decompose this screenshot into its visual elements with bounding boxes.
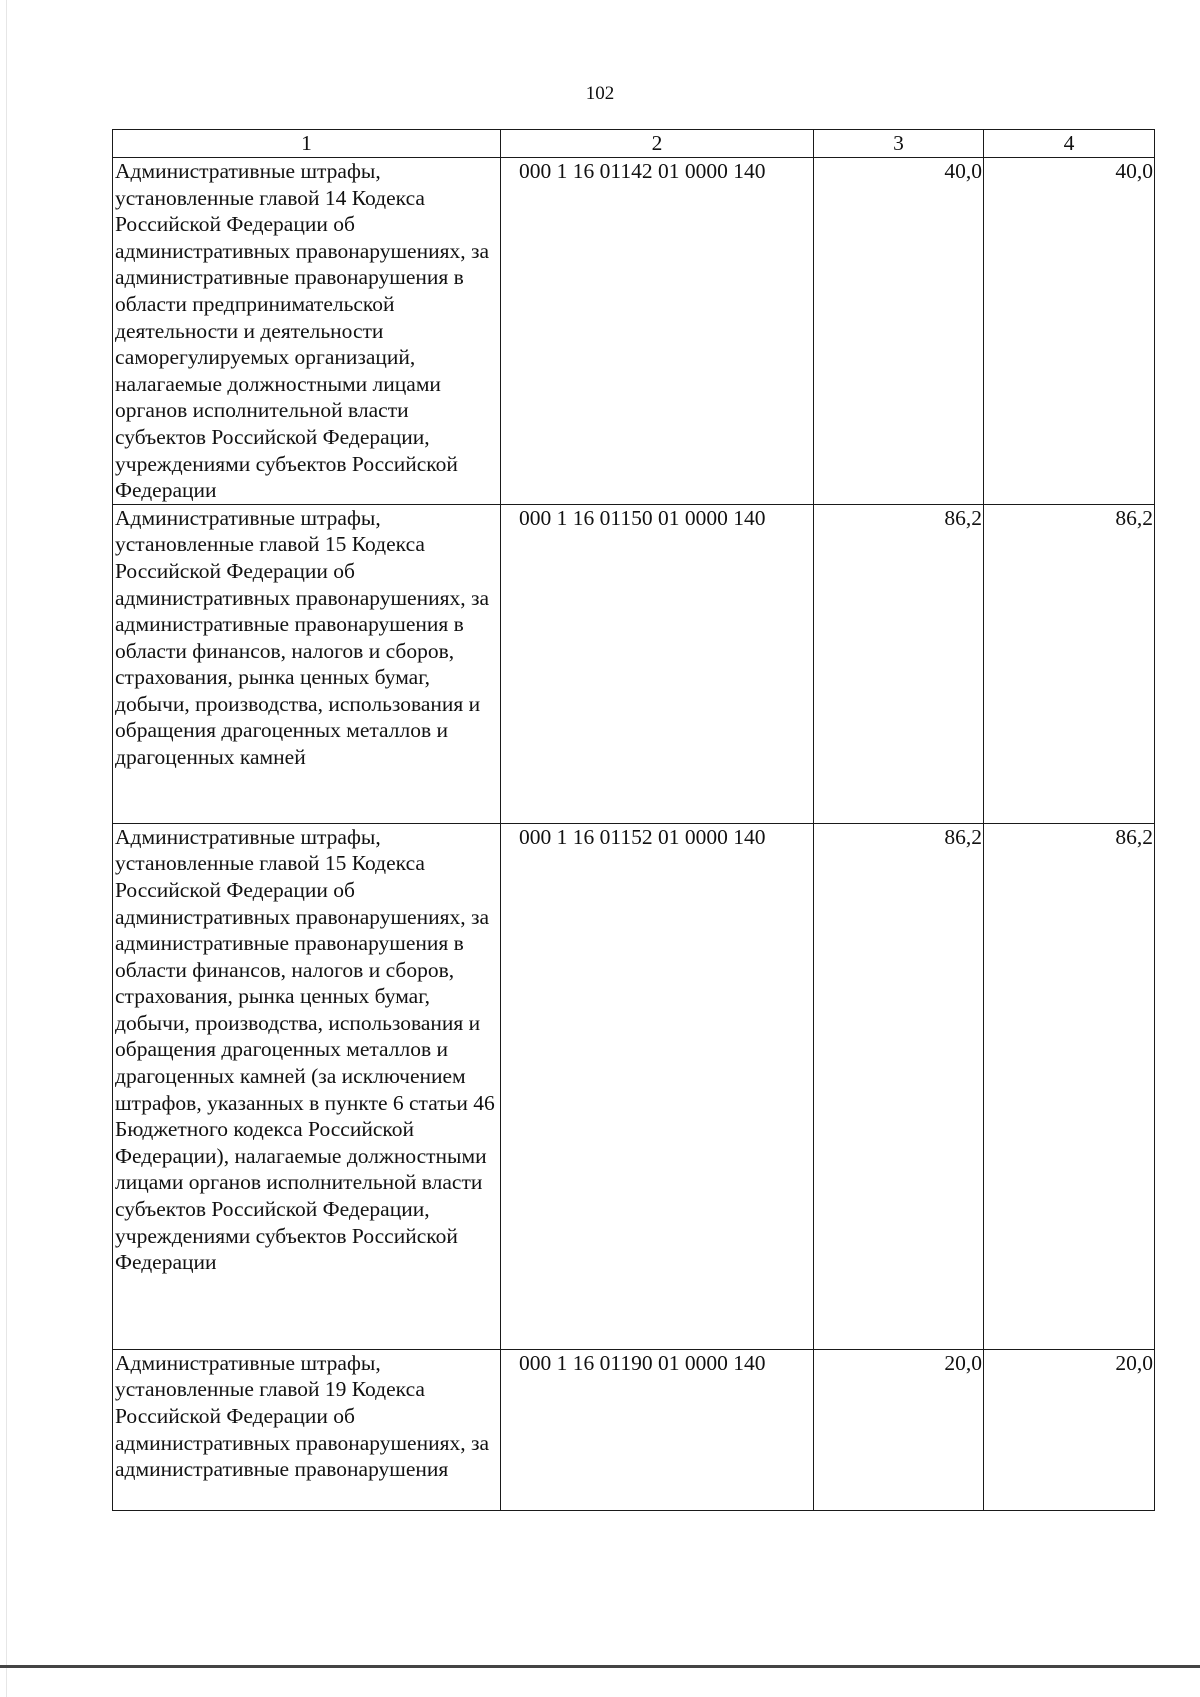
row-value-col-4: 86,2 (984, 504, 1155, 823)
row-value-col-3: 40,0 (814, 158, 984, 505)
table-row (113, 158, 1155, 505)
header-row (113, 130, 1155, 158)
header-col-2: 2 (501, 130, 814, 158)
scan-edge (6, 0, 7, 1697)
header-col-3: 3 (814, 130, 984, 158)
row-code: 000 1 16 01150 01 0000 140 (501, 504, 814, 823)
row-value-col-4: 20,0 (984, 1349, 1155, 1510)
row-value-col-3: 86,2 (814, 504, 984, 823)
row-value-col-3: 86,2 (814, 823, 984, 1349)
row-value-col-3: 20,0 (814, 1349, 984, 1510)
header-col-4: 4 (984, 130, 1155, 158)
row-description: Административные штрафы, установленные главой 14 Кодекса Российской Федерации об административных правонарушениях, за административные правонарушения в области предпринимательской деятельности и деятельности саморегулируемых организаций, налагаемые должностными лицами органов исполнительной власти субъектов Российской Федерации, учреждениями субъектов Российской Федерации (113, 158, 501, 505)
bottom-rule (0, 1665, 1200, 1668)
row-value-col-4: 40,0 (984, 158, 1155, 505)
row-description: Административные штрафы, установленные главой 15 Кодекса Российской Федерации об административных правонарушениях, за административные правонарушения в области финансов, налогов и сборов, страхования, рынка ценных бумаг, добычи, производства, использования и обращения драгоценных металлов и драгоценных камней (113, 504, 501, 823)
row-value-col-4: 86,2 (984, 823, 1155, 1349)
row-description: Административные штрафы, установленные главой 19 Кодекса Российской Федерации об административных правонарушениях, за административные правонарушения (113, 1349, 501, 1510)
row-code: 000 1 16 01152 01 0000 140 (501, 823, 814, 1349)
revenue-table (112, 129, 1155, 1511)
row-code: 000 1 16 01190 01 0000 140 (501, 1349, 814, 1510)
table-row (113, 504, 1155, 823)
table-row (113, 823, 1155, 1349)
page-number: 102 (585, 83, 615, 104)
header-col-1: 1 (113, 130, 501, 158)
row-description: Административные штрафы, установленные главой 15 Кодекса Российской Федерации об административных правонарушениях, за административные правонарушения в области финансов, налогов и сборов, страхования, рынка ценных бумаг, добычи, производства, использования и обращения драгоценных металлов и драгоценных камней (за исключением штрафов, указанных в пункте 6 статьи 46 Бюджетного кодекса Российской Федерации), налагаемые должностными лицами органов исполнительной власти субъектов Российской Федерации, учреждениями субъектов Российской Федерации (113, 823, 501, 1349)
table-row (113, 1349, 1155, 1510)
row-code: 000 1 16 01142 01 0000 140 (501, 158, 814, 505)
